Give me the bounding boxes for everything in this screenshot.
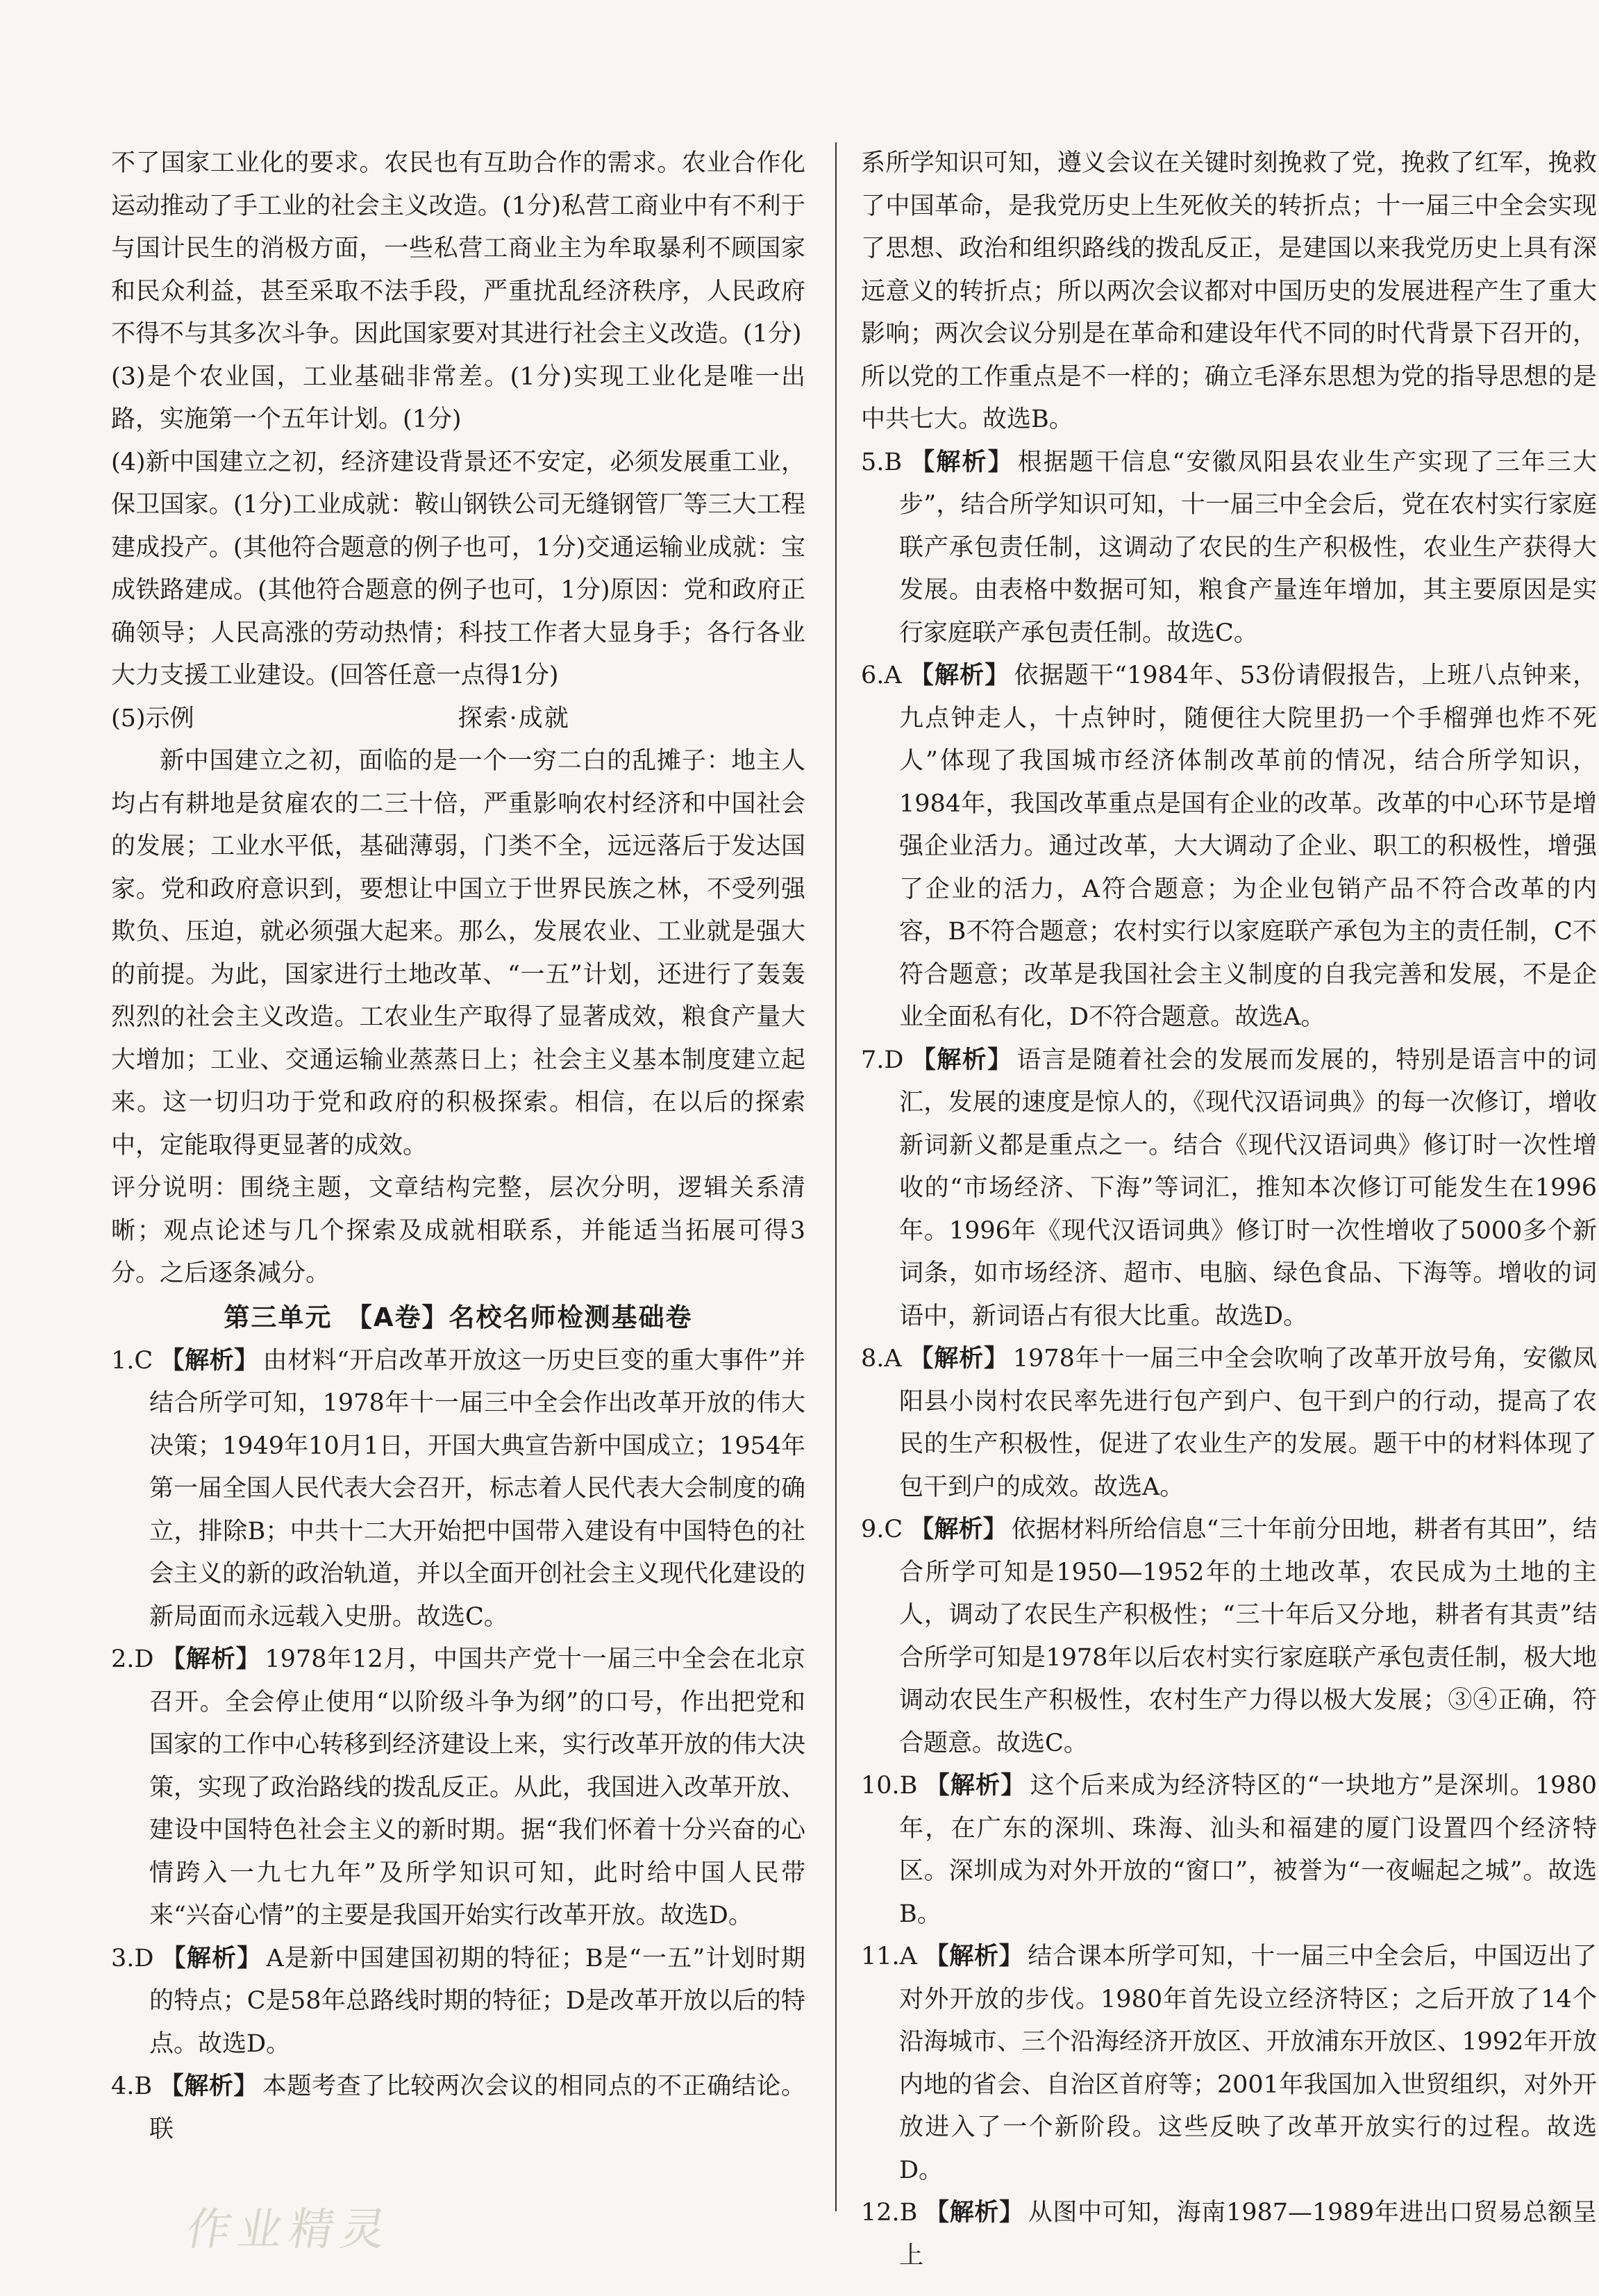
answer-number: 5.B — [861, 448, 903, 476]
answer-text: 根据题干信息“安徽凤阳县农业生产实现了三年三大步”，结合所学知识可知，十一届三中全会后，党在农村实行家庭联产承包责任制，这调动了农民的生产积极性，农业生产获得大发展。由表格中数据可知，粮食产量连年增加，其主要原因是实行家庭联产承包责任制。故选C。 — [899, 448, 1597, 647]
answer-text: 依据题干“1984年、53份请假报告，上班八点钟来，九点钟走人，十点钟时，随便往大院里扔一个手榴弹也炸不死人”体现了我国城市经济体制改革前的情况，结合所学知识，1984年，我国改革重点是国有企业的改革。改革的中心环节是增强企业活力。通过改革，大大调动了企业、职工的积极性，增强了企业的活力，A符合题意；为企业包销产品不符合改革的内容，B不符合题意；农村实行以家庭联产承包为主的责任制，C不符合题意；改革是我国社会主义制度的自我完善和发展，不是企业全面私有化，D不符合题意。故选A。 — [899, 662, 1597, 1031]
paragraph: 系所学知识可知，遵义会议在关键时刻挽救了党，挽救了红军，挽救了中国革命，是我党历史上生死攸关的转折点；十一届三中全会实现了思想、政治和组织路线的拨乱反正，是建国以来我党历史上具有深远意义的转折点；所以两次会议都对中国历史的发展进程产生了重大影响；两次会议分别是在革命和建设年代不同的时代背景下召开的，所以党的工作重点是不一样的；确立毛泽东思想为党的指导思想的是中共七大。故选B。 — [861, 149, 1597, 433]
left-column — [111, 142, 805, 2254]
answer-number: 2.D — [111, 1645, 154, 1673]
essay-title: 探索·成就 — [458, 704, 570, 732]
scoring-note: 评分说明：围绕主题，文章结构完整，层次分明，逻辑关系清晰；观点论述与几个探索及成就相联系，并能适当拓展可得3分。之后逐条减分。 — [111, 1174, 805, 1287]
answer-item — [861, 655, 1597, 1039]
essay-body: 新中国建立之初，面临的是一个一穷二白的乱摊子：地主人均占有耕地是贫雇农的二三十倍，严重影响农村经济和中国社会的发展；工业水平低，基础薄弱，门类不全，远远落后于发达国家。党和政府意识到，要想让中国立于世界民族之林，不受列强欺负、压迫，就必须强大起来。那么，发展农业、工业就是强大的前提。为此，国家进行土地改革、“一五”计划，还进行了轰轰烈烈的社会主义改造。工农业生产取得了显著成效，粮食产量大大增加；工业、交通运输业蒸蒸日上；社会主义基本制度建立起来。这一切归功于党和政府的积极探索。相信，在以后的探索中，定能取得更显著的成效。 — [111, 747, 805, 1159]
answer-text: 这个后来成为经济特区的“一块地方”是深圳。1980年，在广东的深圳、珠海、汕头和福建的厦门设置四个经济特区。深圳成为对外开放的“窗口”，被誉为“一夜崛起之城”。故选B。 — [899, 1772, 1597, 1928]
paragraph: (3)是个农业国，工业基础非常差。(1分)实现工业化是唯一出路，实施第一个五年计划。(1分) — [111, 362, 805, 433]
analysis-tag: 【解析】 — [923, 1943, 1024, 1970]
answer-number: 6.A — [861, 662, 902, 689]
answer-text: 本题考查了比较两次会议的相同点的不正确结论。联 — [149, 2072, 805, 2143]
paragraph: (4)新中国建立之初，经济建设背景还不安定，必须发展重工业，保卫国家。(1分)工业成就：鞍山钢铁公司无缝钢管厂等三大工程建成投产。(其他符合题意的例子也可，1分)交通运输业成就：宝成铁路建成。(其他符合题意的例子也可，1分)原因：党和政府正确领导；人民高涨的劳动热情；科技工作者大显身手；各行各业大力支援工业建设。(回答任意一点得1分) — [111, 448, 805, 689]
answer-number: 12.B — [861, 2199, 918, 2227]
answer-number: 7.D — [861, 1046, 904, 1074]
watermark: 作业精灵 — [182, 2204, 397, 2256]
answer-item — [111, 1340, 805, 1639]
essay-heading — [111, 698, 805, 741]
answer-item — [861, 1338, 1597, 1509]
answer-number: 8.A — [861, 1345, 902, 1373]
analysis-tag: 【解析】 — [908, 662, 1010, 689]
answer-item — [861, 442, 1597, 655]
answer-number: 9.C — [861, 1516, 903, 1543]
answer-item — [111, 2065, 805, 2151]
analysis-tag: 【解析】 — [908, 1345, 1009, 1373]
analysis-tag: 【解析】 — [160, 1944, 262, 1972]
answer-text: 1978年十一届三中全会吹响了改革开放号角，安徽凤阳县小岗村农民率先进行包产到户、包干到户的行动，提高了农民的生产积极性，促进了农业生产的发展。题干中的材料体现了包干到户的成效。故选A。 — [899, 1345, 1597, 1501]
answer-text: 结合课本所学可知，十一届三中全会后，中国迈出了对外开放的步伐。1980年首先设立经济特区；之后开放了14个沿海城市、三个沿海经济开放区、开放浦东开放区、1992年开放内地的省会、自治区首府等；2001年我国加入世贸组织，对外开放进入了一个新阶段。这些反映了改革开放实行的过程。故选D。 — [899, 1943, 1597, 2184]
section-title: 第三单元 【A卷】名校名师检测基础卷 — [224, 1302, 693, 1332]
analysis-tag: 【解析】 — [159, 2072, 258, 2100]
analysis-tag: 【解析】 — [910, 1046, 1013, 1074]
answer-item — [111, 1639, 805, 1938]
answer-item — [861, 1039, 1597, 1339]
answer-item — [861, 1509, 1597, 1765]
paragraph: 不了国家工业化的要求。农民也有互助合作的需求。农业合作化运动推动了手工业的社会主义改造。(1分)私营工商业中有不利于与国计民生的消极方面，一些私营工商业主为牟取暴利不顾国家和民众利益，甚至采取不法手段，严重扰乱经济秩序，人民政府不得不与其多次斗争。因此国家要对其进行社会主义改造。(1分) — [111, 149, 805, 348]
analysis-tag: 【解析】 — [160, 1645, 261, 1673]
answer-item — [861, 1936, 1597, 2192]
answer-text: 依据材料所给信息“三十年前分田地，耕者有其田”，结合所学可知是1950—1952年的土地改革，农民成为土地的主人，调动了农民生产积极性；“三十年后又分地，耕者有其责”结合所学可知是1978年以后农村实行家庭联产承包责任制，极大地调动农民生产积极性，农村生产力得以极大发展；③④正确，符合题意。故选C。 — [899, 1516, 1597, 1757]
analysis-tag: 【解析】 — [909, 448, 1014, 476]
answer-text: 语言是随着社会的发展而发展的，特别是语言中的词汇，发展的速度是惊人的，《现代汉语词典》的每一次修订，增收新词新义都是重点之一。结合《现代汉语词典》修订时一次性增收的“市场经济、下海”等词汇，推知本次修订可能发生在1996年。1996年《现代汉语词典》修订时一次性增收了5000多个新词条，如市场经济、超市、电脑、绿色食品、下海等。增收的词语中，新词语占有很大比重。故选D。 — [899, 1046, 1597, 1330]
answer-item — [111, 1938, 805, 2066]
answer-text: 1978年12月，中国共产党十一届三中全会在北京召开。全会停止使用“以阶级斗争为纲”的口号，作出把党和国家的工作中心转移到经济建设上来，实行改革开放的伟大决策，实现了政治路线的拨乱反正。从此，我国进入改革开放、建设中国特色社会主义的新时期。据“我们怀着十分兴奋的心情跨入一九七九年”及所学知识可知，此时给中国人民带来“兴奋心情”的主要是我国开始实行改革开放。故选D。 — [149, 1645, 806, 1929]
analysis-tag: 【解析】 — [924, 2199, 1024, 2227]
answer-text: 由材料“开启改革开放这一历史巨变的重大事件”并结合所学可知，1978年十一届三中全会作出改革开放的伟大决策；1949年10月1日，开国大典宣告新中国成立；1954年第一届全国人民代表大会召开，标志着人民代表大会制度的确立，排除B；中共十二大开始把中国带入建设有中国特色的社会主义的新的政治轨道，并以全面开创社会主义现代化建设的新局面而永远载入史册。故选C。 — [149, 1346, 806, 1631]
column-divider — [835, 142, 837, 2211]
analysis-tag: 【解析】 — [160, 1346, 259, 1375]
answer-number: 4.B — [111, 2072, 153, 2100]
analysis-tag: 【解析】 — [924, 1772, 1026, 1800]
answer-number: 1.C — [111, 1346, 153, 1375]
answer-number: 3.D — [111, 1944, 154, 1972]
answer-number: 10.B — [861, 1772, 918, 1800]
analysis-tag: 【解析】 — [910, 1516, 1007, 1543]
right-column — [861, 142, 1597, 2270]
answer-item — [861, 1765, 1597, 1936]
answer-text: A是新中国建国初期的特征；B是“一五”计划时期的特点；C是58年总路线时期的特征；D是改革开放以后的特点。故选D。 — [149, 1944, 805, 2058]
answer-item — [861, 2192, 1597, 2277]
answer-number: 11.A — [861, 1943, 917, 1970]
answer-text: 从图中可知，海南1987—1989年进出口贸易总额呈上 — [899, 2199, 1597, 2270]
essay-label: (5)示例 — [111, 704, 194, 732]
